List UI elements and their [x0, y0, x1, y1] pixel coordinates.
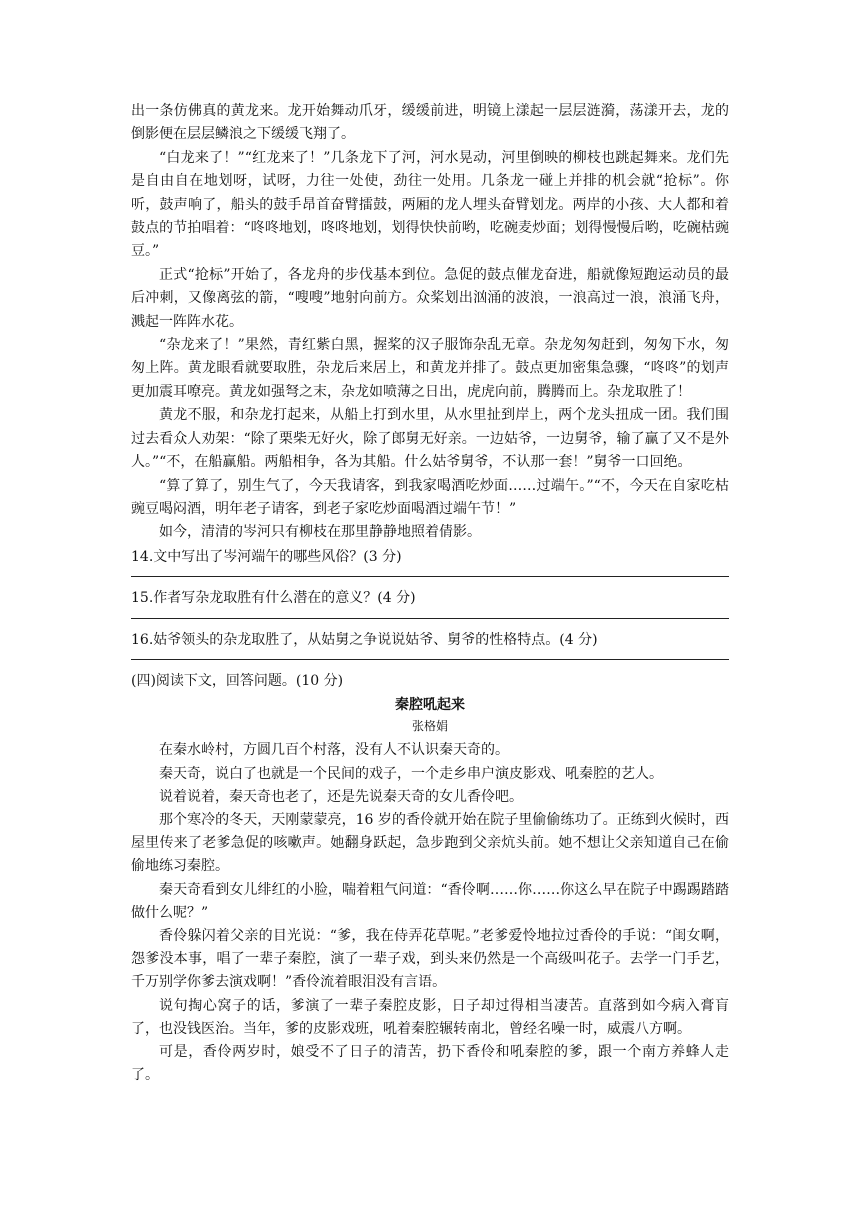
story-paragraph: “算了算了，别生气了，今天我请客，到我家喝酒吃炒面……过端午。”“不，今天在自家吃枯豌豆喝闷酒，明年老子请客，到老子家吃炒面喝酒过端午节！”	[131, 477, 729, 517]
question-15: 15.作者写杂龙取胜有什么潜在的意义？(4 分)	[131, 590, 416, 607]
answer-line-15[interactable]	[131, 618, 729, 619]
questions-block	[131, 546, 729, 660]
question-14: 14.文中写出了岑河端午的哪些风俗？(3 分)	[131, 548, 402, 565]
story-paragraph: “白龙来了！”“红龙来了！”几条龙下了河，河水晃动，河里倒映的柳枝也跳起舞来。龙们先是自由自在地划呀，试呀，力往一处使，劲往一处用。几条龙一碰上并排的机会就“抢标”。你听，鼓声响了，船头的鼓手昂首奋臂擂鼓，两厢的龙人埋头奋臂划龙。两岸的小孩、大人都和着鼓点的节拍唱着：“咚咚地划，咚咚地划，划得快快前哟，吃碗麦炒面；划得慢慢后哟，吃碗枯豌豆。”	[131, 149, 729, 260]
story-paragraph: 说句掏心窝子的话，爹演了一辈子秦腔皮影，日子却过得相当凄苦。直落到如今病入膏肓了，也没钱医治。当年，爹的皮影戏班，吼着秦腔辗转南北，曾经名噪一时，威震八方啊。	[131, 997, 729, 1037]
story-paragraph: 在秦水岭村，方圆几百个村落，没有人不认识秦天奇的。	[159, 742, 509, 759]
answer-line-16[interactable]	[131, 659, 729, 660]
story-dragon-boat	[131, 100, 729, 545]
story-paragraph: 那个寒冷的冬天，天刚蒙蒙亮，16 岁的香伶就开始在院子里偷偷练功了。正练到火候时，西屋里传来了老爹急促的咳嗽声。她翻身跃起，急步跑到父亲炕头前。她不想让父亲知道自己在偷偷地练习秦腔。	[131, 811, 729, 875]
exam-page	[131, 100, 729, 1087]
passage-title: 秦腔吼起来	[395, 697, 465, 714]
answer-line-14[interactable]	[131, 576, 729, 577]
question-16: 16.姑爷领头的杂龙取胜了，从姑舅之争说说姑爷、舅爷的性格特点。(4 分)	[131, 631, 598, 648]
story-paragraph: 正式“抢标”开始了，各龙舟的步伐基本到位。急促的鼓点催龙奋进，船就像短跑运动员的最后冲刺，又像离弦的箭，“嗖嗖”地射向前方。众桨划出汹涌的波浪，一浪高过一浪，浪涌飞舟，溅起一阵阵水花。	[131, 266, 729, 330]
section-4-heading: (四)阅读下文，回答问题。(10 分)	[131, 672, 344, 689]
story-paragraph: 出一条仿佛真的黄龙来。龙开始舞动爪牙，缓缓前进，明镜上漾起一层层涟漪，荡漾开去，龙的倒影便在层层鳞浪之下缓缓飞翔了。	[131, 103, 729, 143]
story-paragraph: 香伶躲闪着父亲的目光说：“爹，我在侍弄花草呢。”老爹爱怜地拉过香伶的手说：“闺女啊，怨爹没本事，唱了一辈子秦腔，演了一辈子戏，到头来仍然是一个高级叫花子。去学一门手艺，千万别学你爹去演戏啊！”香伶流着眼泪没有言语。	[131, 927, 729, 991]
story-paragraph: 秦天奇，说白了也就是一个民间的戏子，一个走乡串户演皮影戏、吼秦腔的艺人。	[159, 765, 663, 782]
story-paragraph: “杂龙来了！”果然，青红紫白黑，握桨的汉子服饰杂乱无章。杂龙匆匆赶到，匆匆下水，匆匆上阵。黄龙眼看就要取胜，杂龙后来居上，和黄龙并排了。鼓点更加密集急骤，“咚咚”的划声更加震耳嘹亮。黄龙如强弩之末，杂龙如喷薄之日出，虎虎向前，腾腾而上。杂龙取胜了！	[131, 337, 729, 400]
passage-author: 张格娟	[411, 719, 448, 734]
story-paragraph: 可是，香伶两岁时，娘受不了日子的清苦，扔下香伶和吼秦腔的爹，跟一个南方养蜂人走了。	[131, 1043, 729, 1084]
story-qinqiang	[131, 739, 729, 1087]
story-paragraph: 秦天奇看到女儿绯红的小脸，喘着粗气问道：“香伶啊……你……你这么早在院子中踢踢踏踏做什么呢？”	[131, 881, 729, 921]
story-paragraph: 说着说着，秦天奇也老了，还是先说秦天奇的女儿香伶吧。	[159, 788, 523, 805]
story-paragraph: 黄龙不服，和杂龙打起来，从船上打到水里，从水里扯到岸上，两个龙头扭成一团。我们围过去看众人劝架：“除了栗柴无好火，除了郎舅无好亲。一边姑爷，一边舅爷，输了赢了又不是外人。”“不，在船赢船。两船相争，各为其船。什么姑爷舅爷，不认那一套！”舅爷一口回绝。	[131, 407, 729, 471]
story-paragraph: 如今，清清的岑河只有柳枝在那里静静地照着倩影。	[159, 524, 481, 541]
